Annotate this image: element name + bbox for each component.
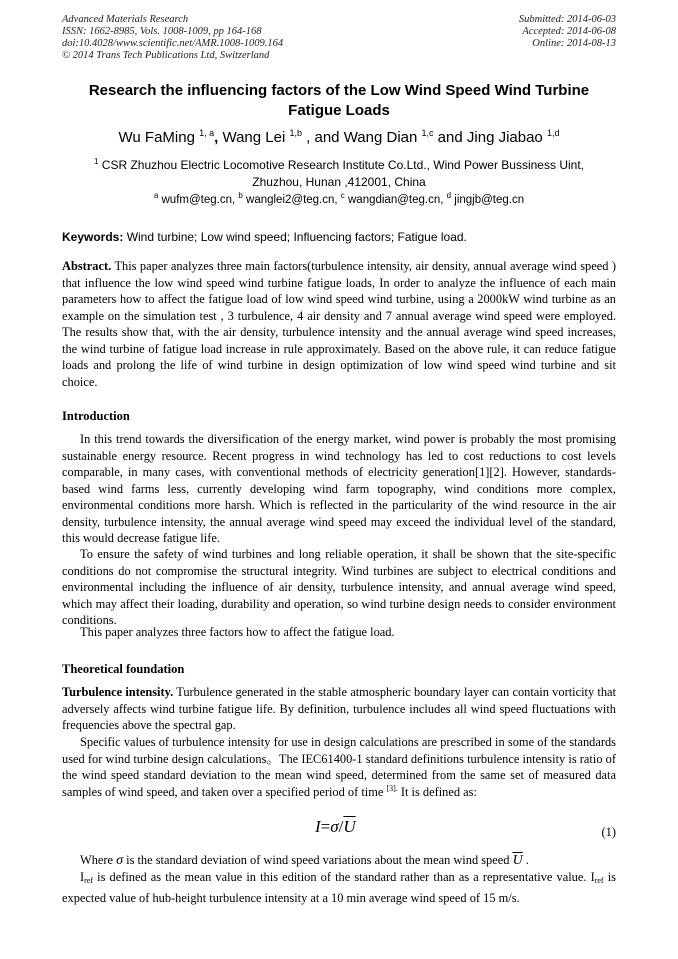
iref-text-1: is defined as the mean value in this edition of the standard rather than as a representative value. <box>93 870 587 884</box>
abstract-text: This paper analyzes three main factors(turbulence intensity, air density, annual average wind speed ) that influence the low wind speed wind turbine fatigue loads, In order to analyze the influence of each main parameters how to affect the fatigue load of low wind speed wind turbine, using a 2000kW wind turbine as an example on the simulation test , 3 turbulence, 4 air density and 7 annual average wind speed were employed. The results show that, with the air density, turbulence intensity and the annual average wind speed increases, the wind turbine of fatigue load increase in rule approximately. Based on the above rule, it can reduce fatigue loads and prolong the life of wind turbine in design optimization of low wind speed wind turbine and sit choice. <box>62 259 616 389</box>
author-marker: 1,d <box>546 128 560 138</box>
email-marker: a <box>153 191 159 200</box>
author-name: Wang Lei <box>222 129 290 146</box>
journal-name: Advanced Materials Research <box>62 14 189 25</box>
iref-symbol: I <box>80 870 85 884</box>
where-text: Where <box>80 853 117 867</box>
keywords <box>62 230 616 245</box>
author-marker: 1,c <box>421 128 434 138</box>
where-u-mean: $\overline{U}$ <box>512 853 523 868</box>
email-marker: c <box>340 191 345 200</box>
online-date: Online: 2014-08-13 <box>532 38 616 49</box>
paper-title <box>62 81 616 121</box>
journal-doi: doi:10.4028/www.scientific.net/AMR.1008-1009.164 <box>62 38 284 49</box>
email-marker: b <box>238 191 243 200</box>
email-list <box>62 193 616 208</box>
author-separator: , and <box>301 129 344 146</box>
where-text: . <box>522 853 529 867</box>
author-name: Jing Jiabao <box>466 129 547 146</box>
author-name: Wu FaMing <box>118 129 200 146</box>
journal-copyright: © 2014 Trans Tech Publications Ltd, Switzerland <box>62 50 270 61</box>
title-line-1: Research the influencing factors of the Low Wind Speed Wind Turbine <box>88 82 590 99</box>
submitted-date: Submitted: 2014-06-03 <box>518 14 616 25</box>
iref-subscript: ref <box>594 876 604 885</box>
eq-symbol-sigma: σ <box>330 817 339 836</box>
eq-symbol-i: I <box>315 817 321 836</box>
publication-dates <box>519 14 616 50</box>
abstract-label: Abstract. <box>62 259 112 273</box>
email-address: jingjb@teg.cn <box>451 194 525 206</box>
intro-paragraph-2: To ensure the safety of wind turbines and long reliable operation, it shall be shown that the site-specific conditions do not compromise the structural integrity. Wind turbines are subject to electrical conditions and environmental including the influence of air density, turbulence intensity, and annual average wind speed, which may affect their loading, durability and operation, so wind turbine design needs to consider environment conditions. <box>62 547 616 627</box>
turbulence-label: Turbulence intensity. <box>62 685 174 699</box>
turbulence-text: Turbulence generated in the stable atmospheric boundary layer can contain vorticity that adversely affects wind turbine fatigue life. By definition, turbulence includes all wind speed fluctuations with frequencies above the spectral gap. <box>62 685 616 732</box>
author-marker: 1,b <box>289 128 302 138</box>
keywords-label: Keywords: <box>62 230 124 244</box>
equation-1 <box>62 816 616 840</box>
author-name: Wang Dian <box>343 129 422 146</box>
where-sigma: σ <box>116 853 124 868</box>
equation-number: (1) <box>601 825 616 839</box>
email-address: wanglei2@teg.cn, <box>242 194 341 206</box>
where-paragraph <box>62 852 616 870</box>
affiliation <box>62 157 616 191</box>
author-separator: , <box>214 129 223 146</box>
intro-paragraph-1: In this trend towards the diversification of the energy market, wind power is probably the most promising sustainable energy resource. Recent progress in wind technology has led to cost reductions to cost levels comparable, in many cases, with conventional methods of electricity generation[1][2]. However, standards-based wind farms less, currently developing wind farm topography, wind conditions more complex, environmental conditions more harsh. Which is reflected in the particularity of the wind resource in the air density, turbulence intensity, the annual average wind speed may exceed the individual level of the standard, this would decrease fatigue life. <box>62 432 616 545</box>
title-line-2: Fatigue Loads <box>288 102 390 119</box>
ti-definition-paragraph <box>62 734 616 800</box>
ti-definition-tail: It is defined as: <box>397 784 477 799</box>
eq-equals: = <box>320 817 331 836</box>
keywords-text: Wind turbine; Low wind speed; Influencing factors; Fatigue load. <box>123 230 467 244</box>
where-text: is the standard deviation of wind speed variations about the mean wind speed <box>123 853 513 867</box>
journal-issn: ISSN: 1662-8985, Vols. 1008-1009, pp 164-168 <box>62 26 262 37</box>
email-marker: d <box>446 191 452 200</box>
author-list <box>62 128 616 148</box>
affiliation-line-1 <box>62 157 616 174</box>
ti-definition-text: Specific values of turbulence intensity for use in design calculations are prescribed in some of the standards used for wind turbine design calculations。The IEC61400-1 standard definitions turbulence intensity is ratio of the wind speed standard deviation to the mean wind speed, determined from the same set of measured data samples of wind speed, and taken over a specified period of time <box>62 735 616 799</box>
iref-symbol: I <box>590 870 595 884</box>
citation-ref: [3]. <box>386 783 398 793</box>
journal-info <box>62 14 283 62</box>
equation-formula <box>315 816 356 838</box>
intro-paragraph-3: This paper analyzes three factors how to affect the fatigue load. <box>80 625 395 639</box>
accepted-date: Accepted: 2014-06-08 <box>522 26 616 37</box>
affiliation-marker: 1 <box>94 157 99 166</box>
eq-slash: / <box>338 817 344 836</box>
author-separator: and <box>433 129 467 146</box>
email-address: wangdian@teg.cn, <box>344 194 447 206</box>
iref-subscript: ref <box>84 876 94 885</box>
author-marker: 1, a <box>199 128 215 138</box>
section-heading-introduction: Introduction <box>62 409 130 423</box>
affiliation-line-2: Zhuzhou, Hunan ,412001, China <box>252 175 426 189</box>
abstract-paragraph <box>62 258 616 390</box>
turbulence-paragraph <box>62 684 616 734</box>
affiliation-text: CSR Zhuzhou Electric Locomotive Research Institute Co.Ltd., Wind Power Bussiness Uint, <box>98 158 584 172</box>
email-address: wufm@teg.cn, <box>158 194 239 206</box>
eq-symbol-u-mean: $\overline{U}$ <box>343 817 356 836</box>
iref-text-2: is expected value of hub-height turbulence intensity at a 10 min average wind speed of 15 m/s. <box>62 870 616 905</box>
section-heading-theory: Theoretical foundation <box>62 662 185 676</box>
iref-paragraph <box>62 869 616 906</box>
